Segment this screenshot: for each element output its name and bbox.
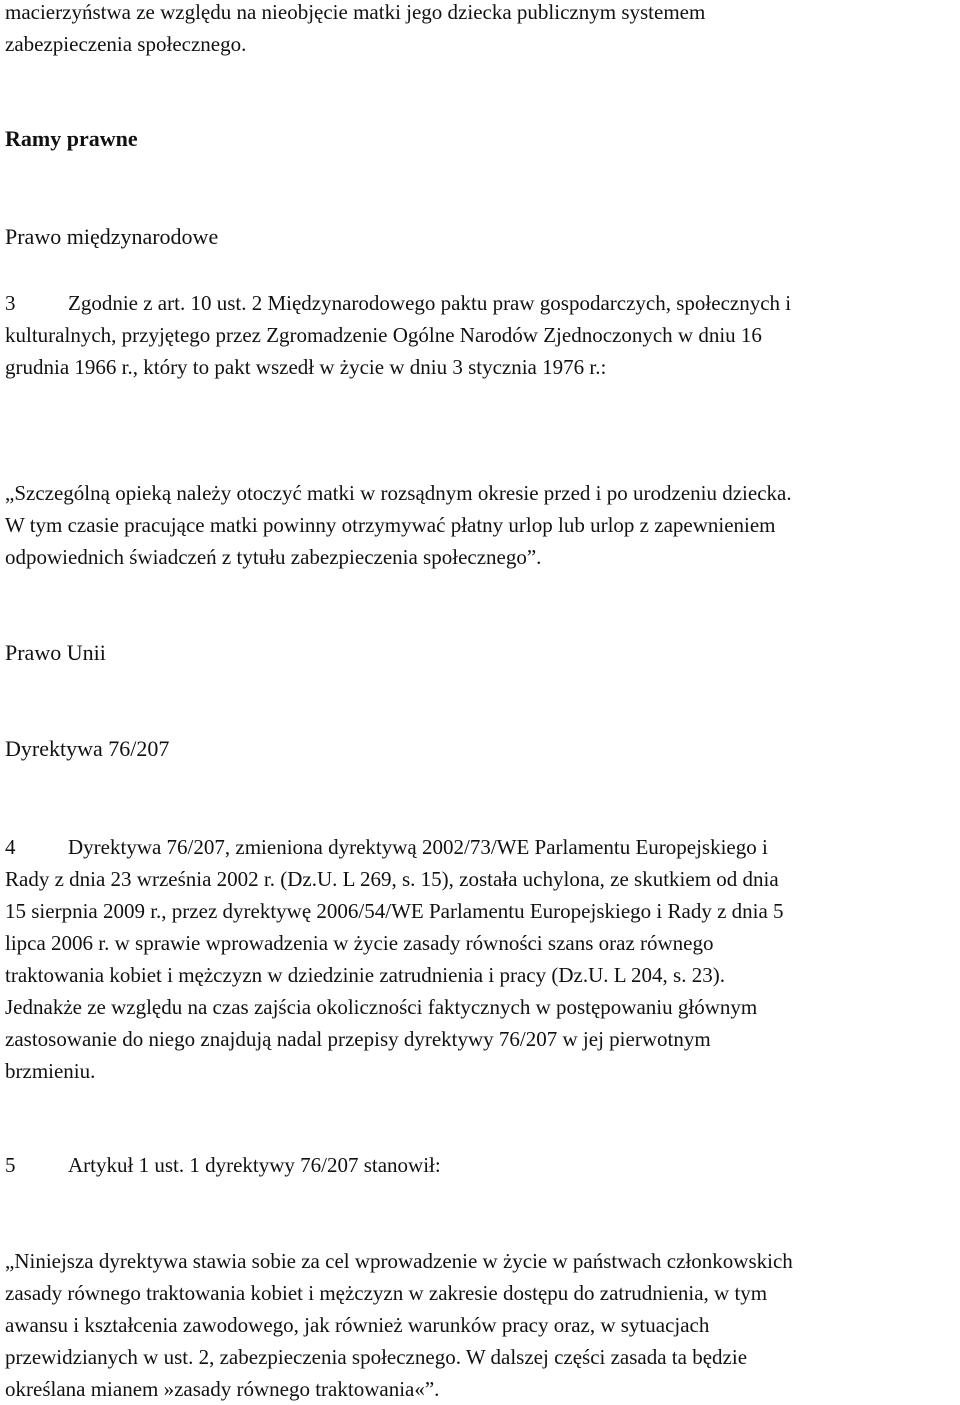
- paragraph-4: [5, 831, 957, 1087]
- paragraph-3: [5, 287, 957, 383]
- text-line: grudnia 1966 r., który to pakt wszedł w życie w dniu 3 stycznia 1976 r.:: [5, 355, 607, 379]
- text-line: zabezpieczenia społecznego.: [5, 32, 247, 56]
- paragraph-number: 4: [5, 835, 16, 859]
- text-line: macierzyństwa ze względu na nieobjęcie matki jego dziecka publicznym systemem: [5, 0, 706, 24]
- text-line: kulturalnych, przyjętego przez Zgromadzenie Ogólne Narodów Zjednoczonych w dniu 16: [5, 323, 762, 347]
- text-line: odpowiednich świadczeń z tytułu zabezpieczenia społecznego”.: [5, 545, 542, 569]
- text-line: W tym czasie pracujące matki powinny otrzymywać płatny urlop lub urlop z zapewnieniem: [5, 513, 776, 537]
- text-line: zasady równego traktowania kobiet i mężczyzn w zakresie dostępu do zatrudnienia, w tym: [5, 1281, 768, 1305]
- section-title: Ramy prawne: [5, 126, 138, 151]
- paragraph-number: 5: [5, 1153, 16, 1177]
- quote-covenant: [5, 477, 957, 573]
- text-line: Jednakże ze względu na czas zajścia okoliczności faktycznych w postępowaniu głównym: [5, 995, 758, 1019]
- text-line: 15 sierpnia 2009 r., przez dyrektywę 2006/54/WE Parlamentu Europejskiego i Rady z dnia 5: [5, 899, 784, 923]
- text-line: zastosowanie do niego znajdują nadal przepisy dyrektywy 76/207 w jej pierwotnym: [5, 1027, 711, 1051]
- text-line: Zgodnie z art. 10 ust. 2 Międzynarodowego paktu praw gospodarczych, społecznych i: [68, 291, 792, 315]
- text-line: „Szczególną opieką należy otoczyć matki w rozsądnym okresie przed i po urodzeniu dziecka.: [5, 481, 792, 505]
- text-line: Dyrektywa 76/207, zmieniona dyrektywą 2002/73/WE Parlamentu Europejskiego i: [68, 835, 768, 859]
- text-line: brzmieniu.: [5, 1059, 96, 1083]
- text-line: traktowania kobiet i mężczyzn w dziedzinie zatrudnienia i pracy (Dz.U. L 204, s. 23).: [5, 963, 725, 987]
- text-line: określana mianem »zasady równego traktowania«”.: [5, 1377, 440, 1401]
- paragraph-number: 3: [5, 291, 16, 315]
- text-line: awansu i kształcenia zawodowego, jak również warunków pracy oraz, w sytuacjach: [5, 1313, 710, 1337]
- subsection-international-law: Prawo międzynarodowe: [5, 224, 219, 249]
- intro-paragraph: [5, 0, 957, 60]
- text-line: Rady z dnia 23 września 2002 r. (Dz.U. L 269, s. 15), została uchylona, ze skutkiem od dnia: [5, 867, 779, 891]
- subsection-eu-law: Prawo Unii: [5, 640, 106, 665]
- quote-directive: [5, 1245, 957, 1405]
- text-line: przewidzianych w ust. 2, zabezpieczenia społecznego. W dalszej części zasada ta będzie: [5, 1345, 748, 1369]
- text-line: Artykuł 1 ust. 1 dyrektywy 76/207 stanowił:: [68, 1153, 441, 1177]
- text-line: „Niniejsza dyrektywa stawia sobie za cel wprowadzenie w życie w państwach członkowskich: [5, 1249, 793, 1273]
- text-line: lipca 2006 r. w sprawie wprowadzenia w życie zasady równości szans oraz równego: [5, 931, 714, 955]
- subsection-directive: Dyrektywa 76/207: [5, 736, 170, 761]
- paragraph-5: [5, 1149, 957, 1181]
